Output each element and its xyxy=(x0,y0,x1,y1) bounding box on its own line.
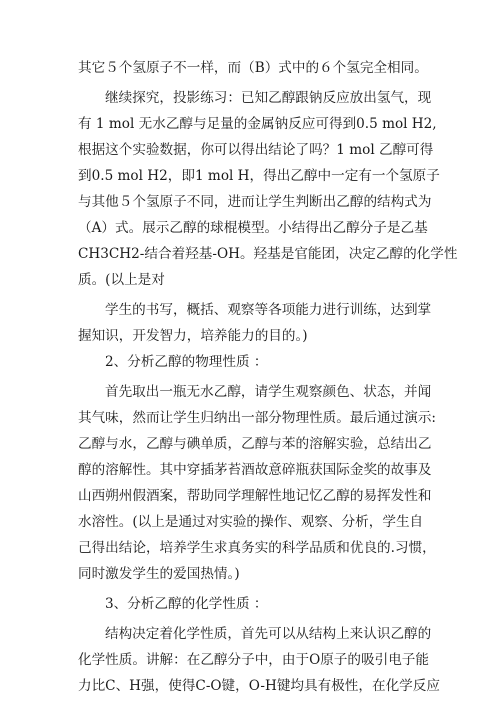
text-line: 结构决定着化学性质，首先可以从结构上来认识乙醇的 xyxy=(105,626,432,642)
text-line: 与其他５个氢原子不同，进而让学生判断出乙醇的结构式为 xyxy=(78,194,432,210)
text-line: 同时激发学生的爱国热情。) xyxy=(78,566,240,582)
text-line: 乙醇与水，乙醇与碘单质，乙醇与苯的溶解实验，总结出乙 xyxy=(78,436,432,452)
text-line: 到0.5 mol H2，即1 mol H，得出乙醇中一定有一个氢原子 xyxy=(78,168,440,184)
text-line: 有 1 mol 无水乙醇与足量的金属钠反应可得到0.5 mol H2, xyxy=(78,116,437,132)
text-line: 其气味，然而让学生归纳出一部分物理性质。最后通过演示: xyxy=(78,410,437,426)
section-heading: 3、分析乙醇的化学性质 ： xyxy=(105,596,268,612)
text-line: 其它５个氢原子不一样，而（B）式中的６个氢完全相同。 xyxy=(78,60,428,76)
text-line: 醇的溶解性。其中穿插茅苔酒故意碎瓶获国际金奖的故事及 xyxy=(78,462,432,478)
section-heading: 2、分析乙醇的物理性质 ： xyxy=(105,354,268,370)
text-line: CH3CH2-结合着羟基-OH。羟基是官能团，决定乙醇的化学性 xyxy=(78,246,458,262)
text-line: 继续探究，投影练习：已知乙醇跟钠反应放出氢气，现 xyxy=(105,90,432,106)
text-line: 根据这个实验数据，你可以得出结论了吗？1 mol 乙醇可得 xyxy=(78,142,434,158)
text-line: 水溶性。(以上是通过对实验的操作、观察、分析，学生自 xyxy=(78,514,424,530)
text-line: 首先取出一瓶无水乙醇，请学生观察颜色、状态，并闻 xyxy=(105,384,432,400)
text-line: 学生的书写，概括、观察等各项能力进行训练，达到掌 xyxy=(105,302,432,318)
text-line: 质。(以上是对 xyxy=(78,272,165,288)
text-line: 山西朔州假酒案，帮助同学理解性地记忆乙醇的易挥发性和 xyxy=(78,488,432,504)
text-line: 握知识，开发智力，培养能力的目的。) xyxy=(78,328,308,344)
text-line: 化学性质。讲解：在乙醇分子中，由于O原子的吸引电子能 xyxy=(78,652,429,668)
text-line: （A）式。展示乙醇的球棍模型。小结得出乙醇分子是乙基 xyxy=(78,220,428,236)
text-line: 己得出结论，培养学生求真务实的科学品质和优良的.习惯， xyxy=(78,540,436,556)
text-line: 力比C、H强，使得C-O键，O-H键均具有极性，在化学反应 xyxy=(78,678,440,694)
